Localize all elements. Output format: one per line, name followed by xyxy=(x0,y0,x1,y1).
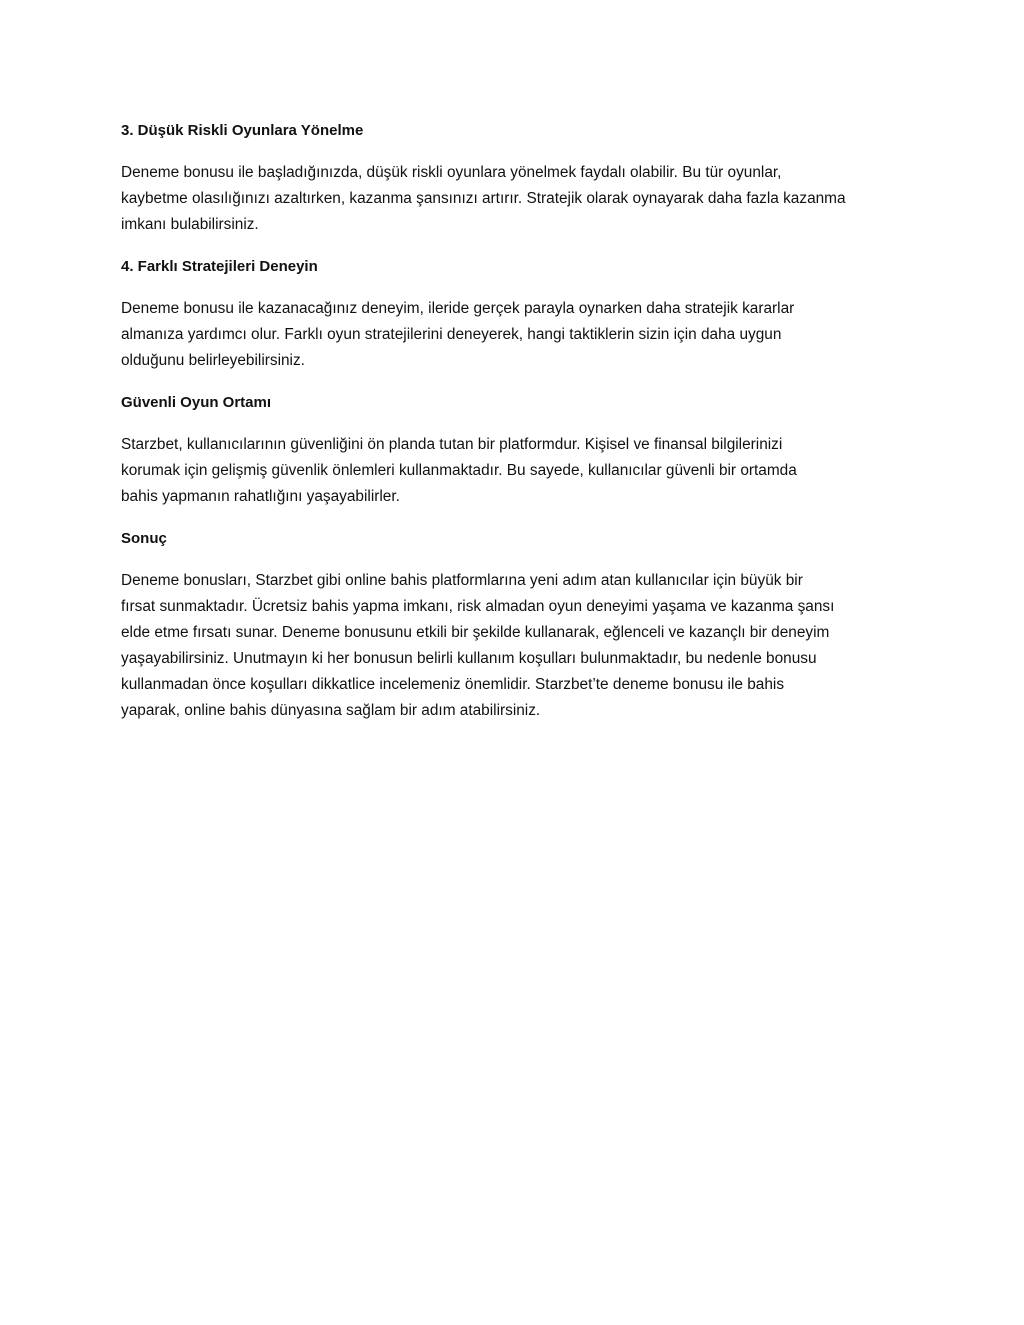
paragraph-line: elde etme fırsatı sunar. Deneme bonusunu etkili bir şekilde kullanarak, eğlenceli ve kazançlı bir deneyim xyxy=(121,624,830,641)
paragraph-line: kaybetme olasılığınızı azaltırken, kazanma şansınızı artırır. Stratejik olarak oynayarak daha fazla kazanma xyxy=(121,190,846,207)
section-paragraph-low-risk-games xyxy=(121,160,911,238)
paragraph-line: yaparak, online bahis dünyasına sağlam bir adım atabilirsiniz. xyxy=(121,702,541,719)
paragraph-line: korumak için gelişmiş güvenlik önlemleri kullanmaktadır. Bu sayede, kullanıcılar güvenli bir ortamda xyxy=(121,462,797,479)
document-body xyxy=(121,118,911,724)
paragraph-line: Starzbet, kullanıcılarının güvenliğini ön planda tutan bir platformdur. Kişisel ve finansal bilgilerinizi xyxy=(121,436,783,453)
paragraph-line: olduğunu belirleyebilirsiniz. xyxy=(121,352,305,369)
paragraph-line: bahis yapmanın rahatlığını yaşayabilirler. xyxy=(121,488,400,505)
section-heading-strategies: 4. Farklı Stratejileri Deneyin xyxy=(121,258,318,275)
section-paragraph-strategies xyxy=(121,296,911,374)
paragraph-line: almanıza yardımcı olur. Farklı oyun stratejilerini deneyerek, hangi taktiklerin sizin için daha uygun xyxy=(121,326,782,343)
paragraph-line: Deneme bonusu ile başladığınızda, düşük riskli oyunlara yönelmek faydalı olabilir. Bu tür oyunlar, xyxy=(121,164,782,181)
paragraph-line: fırsat sunmaktadır. Ücretsiz bahis yapma imkanı, risk almadan oyun deneyimi yaşama ve kazanma şansı xyxy=(121,598,835,615)
paragraph-line: yaşayabilirsiniz. Unutmayın ki her bonusun belirli kullanım koşulları bulunmaktadır, bu nedenle bonusu xyxy=(121,650,817,667)
section-heading-low-risk-games: 3. Düşük Riskli Oyunlara Yönelme xyxy=(121,122,364,139)
section-heading-conclusion: Sonuç xyxy=(121,530,167,547)
paragraph-line: Deneme bonusu ile kazanacağınız deneyim, ileride gerçek parayla oynarken daha stratejik kararlar xyxy=(121,300,795,317)
section-heading-safe-environment: Güvenli Oyun Ortamı xyxy=(121,394,272,411)
paragraph-line: Deneme bonusları, Starzbet gibi online bahis platformlarına yeni adım atan kullanıcılar için büyük bir xyxy=(121,572,803,589)
paragraph-line: imkanı bulabilirsiniz. xyxy=(121,216,259,233)
paragraph-line: kullanmadan önce koşulları dikkatlice incelemeniz önemlidir. Starzbet’te deneme bonusu ile bahis xyxy=(121,676,785,693)
section-paragraph-safe-environment xyxy=(121,432,911,510)
section-paragraph-conclusion xyxy=(121,568,911,724)
